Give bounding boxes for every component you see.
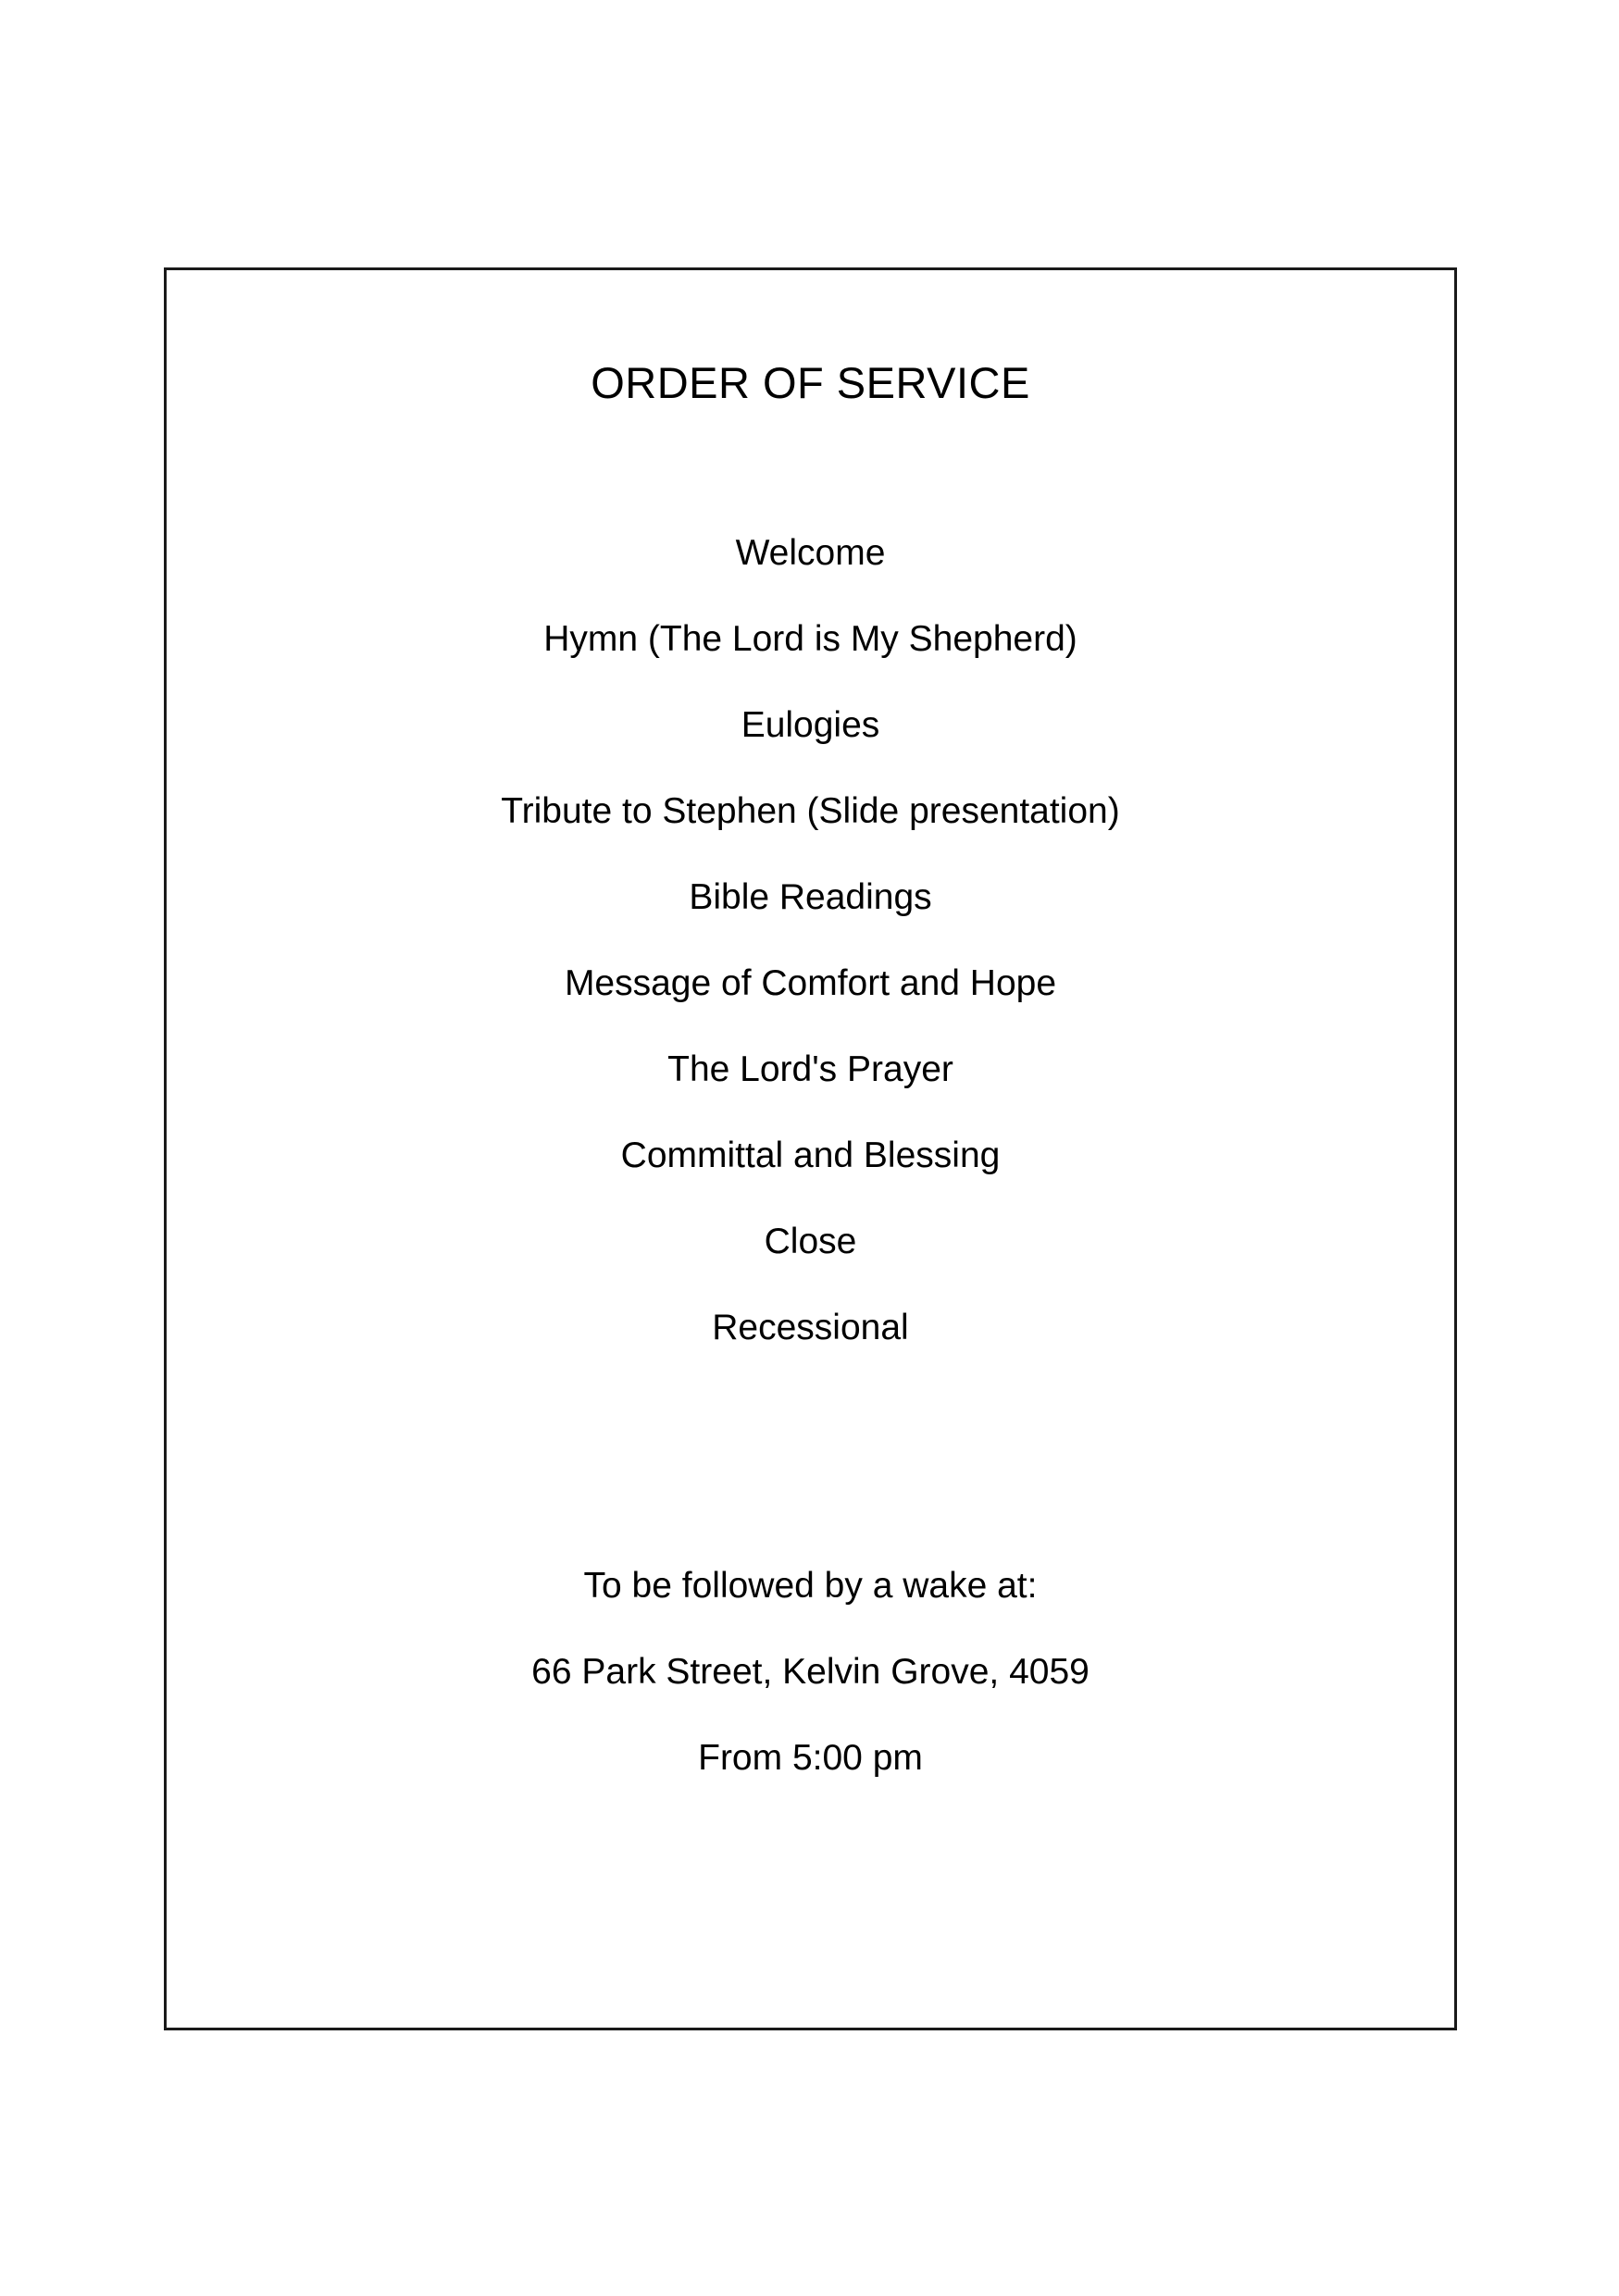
service-item-hymn: Hymn (The Lord is My Shepherd) (543, 619, 1077, 659)
wake-intro: To be followed by a wake at: (583, 1566, 1038, 1606)
service-item-bible-readings: Bible Readings (689, 877, 932, 917)
page-border-frame (164, 267, 1457, 2030)
service-item-message: Message of Comfort and Hope (564, 963, 1057, 1003)
service-item-lords-prayer: The Lord's Prayer (667, 1049, 953, 1089)
service-item-eulogies: Eulogies (741, 705, 880, 745)
service-item-committal: Committal and Blessing (620, 1136, 1001, 1175)
service-item-welcome: Welcome (735, 533, 886, 573)
service-order-list (167, 532, 1454, 1393)
service-item-recessional: Recessional (712, 1308, 909, 1347)
wake-address: 66 Park Street, Kelvin Grove, 4059 (531, 1652, 1090, 1692)
page-title: ORDER OF SERVICE (591, 358, 1030, 407)
service-item-tribute: Tribute to Stephen (Slide presentation) (501, 791, 1120, 831)
service-item-close: Close (764, 1222, 857, 1261)
wake-time: From 5:00 pm (698, 1738, 923, 1778)
wake-details (167, 1565, 1454, 1823)
